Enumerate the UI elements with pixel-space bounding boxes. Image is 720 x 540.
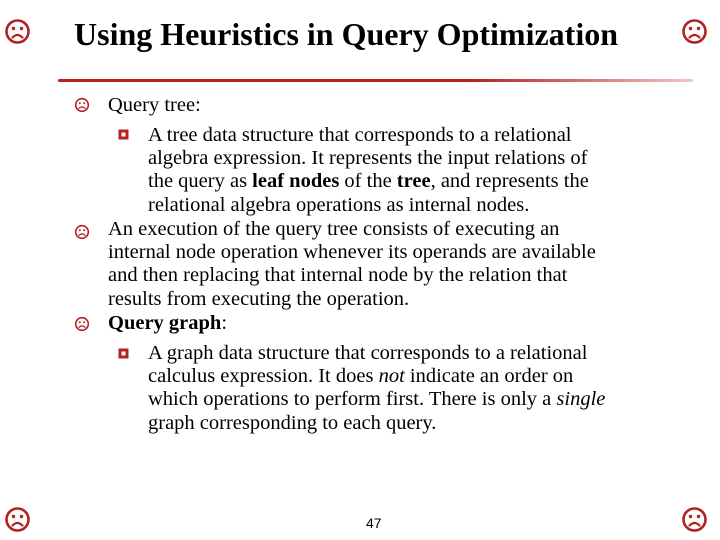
sad-face-bullet-icon: [74, 97, 90, 113]
text-line: [148, 388, 605, 411]
text-line: [148, 365, 605, 388]
text-line: internal node operation whenever its operands are available: [108, 241, 596, 264]
bullet-query-graph: [108, 312, 227, 335]
text-line: and then replacing that internal node by the relation that: [108, 264, 568, 287]
sad-face-icon: [4, 18, 31, 45]
bullet-heading: Query graph: [108, 312, 222, 334]
heading-suffix: :: [195, 94, 201, 116]
text-line: An execution of the query tree consists of executing an: [108, 218, 560, 240]
sad-face-bullet-icon: [74, 224, 90, 240]
bullet-execution: [108, 218, 596, 311]
sad-face-icon: [4, 506, 31, 533]
list-item: [108, 312, 227, 335]
text-line: relational algebra operations as internal nodes.: [148, 193, 530, 216]
sad-face-icon: [681, 506, 708, 533]
text-run: of the: [339, 170, 397, 193]
text-run: indicate an order on: [404, 365, 574, 388]
bullet-heading: Query tree: [108, 94, 196, 116]
sub-bullet-query-graph: [148, 342, 605, 435]
text-line: graph corresponding to each query.: [148, 411, 437, 434]
italic-run: not: [378, 365, 405, 388]
text-line: A tree data structure that corresponds to a relational: [148, 124, 572, 146]
page-number: 47: [366, 515, 382, 531]
bold-run: tree: [396, 170, 431, 193]
text-run: , and represents the: [430, 170, 589, 193]
italic-run: single: [556, 388, 606, 411]
text-line: results from executing the operation.: [108, 287, 410, 310]
heading-suffix: :: [221, 312, 228, 334]
text-line: algebra expression. It represents the input relations of: [148, 147, 588, 170]
title-underline: [58, 79, 693, 82]
sad-face-bullet-icon: [74, 316, 90, 332]
slide-title: Using Heuristics in Query Optimization: [74, 16, 618, 52]
square-bullet-icon: [118, 129, 129, 140]
sad-face-icon: [681, 18, 708, 45]
text-line: [148, 170, 589, 193]
text-run: the query as: [148, 170, 253, 193]
text-run: which operations to perform first. There is only a: [148, 388, 557, 411]
bold-run: leaf nodes: [252, 170, 340, 193]
bullet-query-tree: [108, 94, 201, 117]
text-run: calculus expression. It does: [148, 365, 379, 388]
sub-bullet-query-tree: [148, 124, 589, 217]
text-line: A graph data structure that corresponds to a relational: [148, 342, 588, 364]
list-item: [108, 94, 201, 117]
square-bullet-icon: [118, 348, 129, 359]
